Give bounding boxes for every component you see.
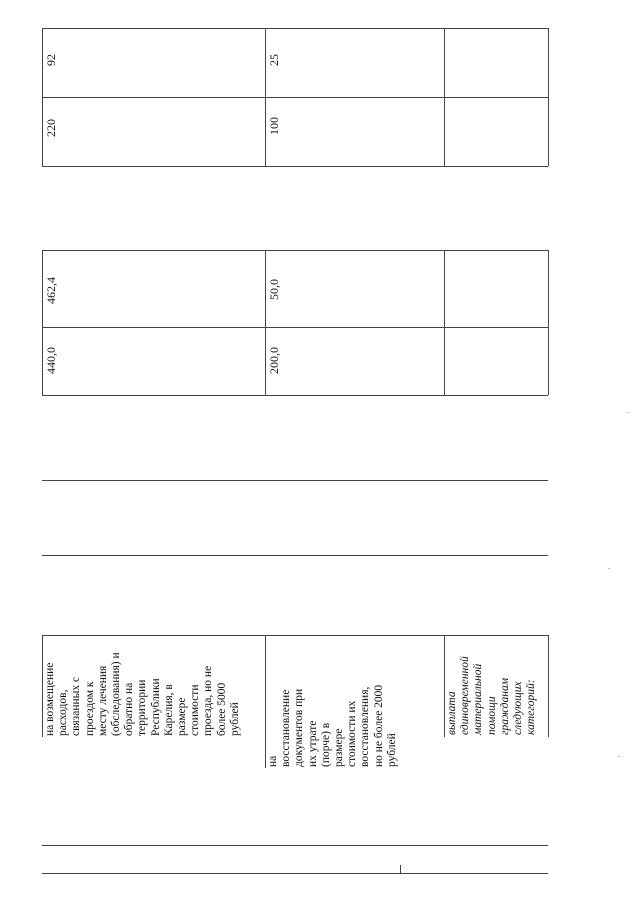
table-bottom-border-left: [42, 635, 43, 737]
table-middle-value-440-0: 440,0: [44, 347, 58, 374]
table-top-col-divider-2: [444, 28, 445, 166]
table-middle-value-200-0: 200,0: [267, 347, 281, 374]
table-top-col-divider-1: [265, 28, 266, 166]
table-top-border-bottom: [42, 166, 548, 167]
cell-documents-restore-text: на восстановление документов при их утрате (порче) в размере стоимости их восстановления, но не более 2000 рублей: [267, 684, 398, 767]
table-top-border-right: [548, 28, 549, 166]
separator-line-1: [42, 480, 548, 481]
table-middle-value-462-4: 462,4: [44, 277, 58, 304]
table-middle-border-left: [42, 250, 43, 395]
table-top-row-divider: [42, 97, 548, 98]
table-middle-border-top: [42, 250, 548, 251]
table-top-border-left: [42, 28, 43, 166]
table-top-value-92: 92: [44, 54, 58, 66]
table-middle-border-right: [548, 250, 549, 395]
table-middle-border-bottom: [42, 395, 548, 396]
table-middle-col-divider-1: [265, 250, 266, 395]
separator-line-2: [42, 555, 548, 556]
scan-speck: [608, 568, 610, 569]
table-top-value-220: 220: [44, 119, 58, 137]
table-bottom-border-right: [548, 635, 549, 737]
cell-one-time-aid-text: выплата единовременной материальной помощи гражданам следующих категорий:: [446, 656, 538, 735]
table-top-value-25: 25: [267, 54, 281, 66]
table-top-border-top: [42, 28, 548, 29]
table-middle-col-divider-2: [444, 250, 445, 395]
table-middle-value-50-0: 50,0: [267, 279, 281, 300]
table-bottom-col-divider-1: [265, 635, 266, 768]
scan-speck: [627, 412, 629, 413]
table-bottom-col-divider-2: [444, 635, 445, 737]
table-top-value-100: 100: [267, 117, 281, 135]
bottom-line-1: [42, 845, 548, 846]
scan-speck: [618, 756, 620, 757]
cell-travel-expenses-text: на возмещение расходов, связанных с проездом к месту лечения (обследования) и обратно на территории Республики Карелия, в размере стоимости проезда, но не более 5000 рублей: [44, 652, 241, 736]
bottom-tick: [400, 865, 401, 873]
bottom-line-2: [42, 873, 548, 874]
table-middle-row-divider: [42, 327, 548, 328]
